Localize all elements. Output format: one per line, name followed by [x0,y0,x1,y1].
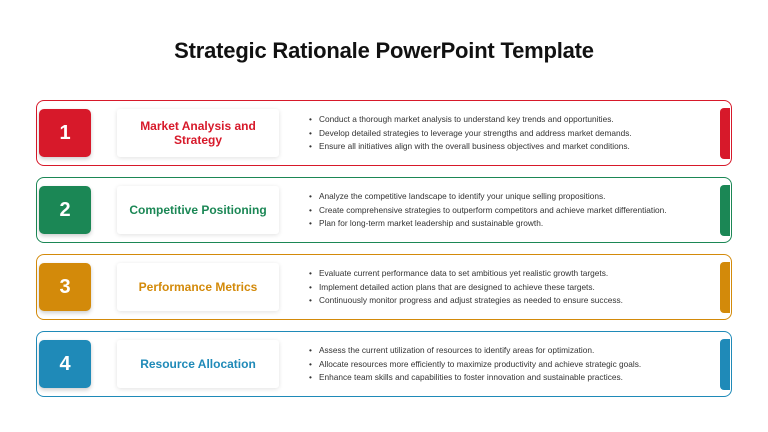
row-number-badge: 3 [39,263,91,311]
strategy-list [36,100,732,408]
row-bullet-list [307,344,711,385]
row-number-badge: 4 [39,340,91,388]
row-title: Market Analysis and Strategy [117,109,279,157]
row-number-badge: 1 [39,109,91,157]
strategy-row-1 [36,100,732,166]
strategy-row-4 [36,331,732,397]
row-accent-tab [720,185,730,236]
bullet-item: • Allocate resources more efficiently to maximize productivity and achieve strategic goals. [307,358,711,372]
row-accent-tab [720,108,730,159]
bullet-item: • Conduct a thorough market analysis to understand key trends and opportunities. [307,113,711,127]
row-bullet-list [307,113,711,154]
bullet-item: • Enhance team skills and capabilities to foster innovation and sustainable practices. [307,371,711,385]
strategy-row-2 [36,177,732,243]
row-accent-tab [720,339,730,390]
bullet-item: • Evaluate current performance data to set ambitious yet realistic growth targets. [307,267,711,281]
row-title: Performance Metrics [117,263,279,311]
bullet-item: • Develop detailed strategies to leverage your strengths and address market demands. [307,127,711,141]
row-title: Resource Allocation [117,340,279,388]
bullet-item: • Assess the current utilization of resources to identify areas for optimization. [307,344,711,358]
page-title: Strategic Rationale PowerPoint Template [174,38,594,63]
strategy-row-3 [36,254,732,320]
row-title: Competitive Positioning [117,186,279,234]
bullet-item: • Plan for long-term market leadership and sustainable growth. [307,217,711,231]
bullet-item: • Implement detailed action plans that are designed to achieve these targets. [307,281,711,295]
row-accent-tab [720,262,730,313]
row-bullet-list [307,190,711,231]
bullet-item: • Analyze the competitive landscape to identify your unique selling propositions. [307,190,711,204]
row-number-badge: 2 [39,186,91,234]
bullet-item: • Ensure all initiatives align with the overall business objectives and market conditions. [307,140,711,154]
row-bullet-list [307,267,711,308]
bullet-item: • Continuously monitor progress and adjust strategies as needed to ensure success. [307,294,711,308]
bullet-item: • Create comprehensive strategies to outperform competitors and achieve market differentiation. [307,204,711,218]
